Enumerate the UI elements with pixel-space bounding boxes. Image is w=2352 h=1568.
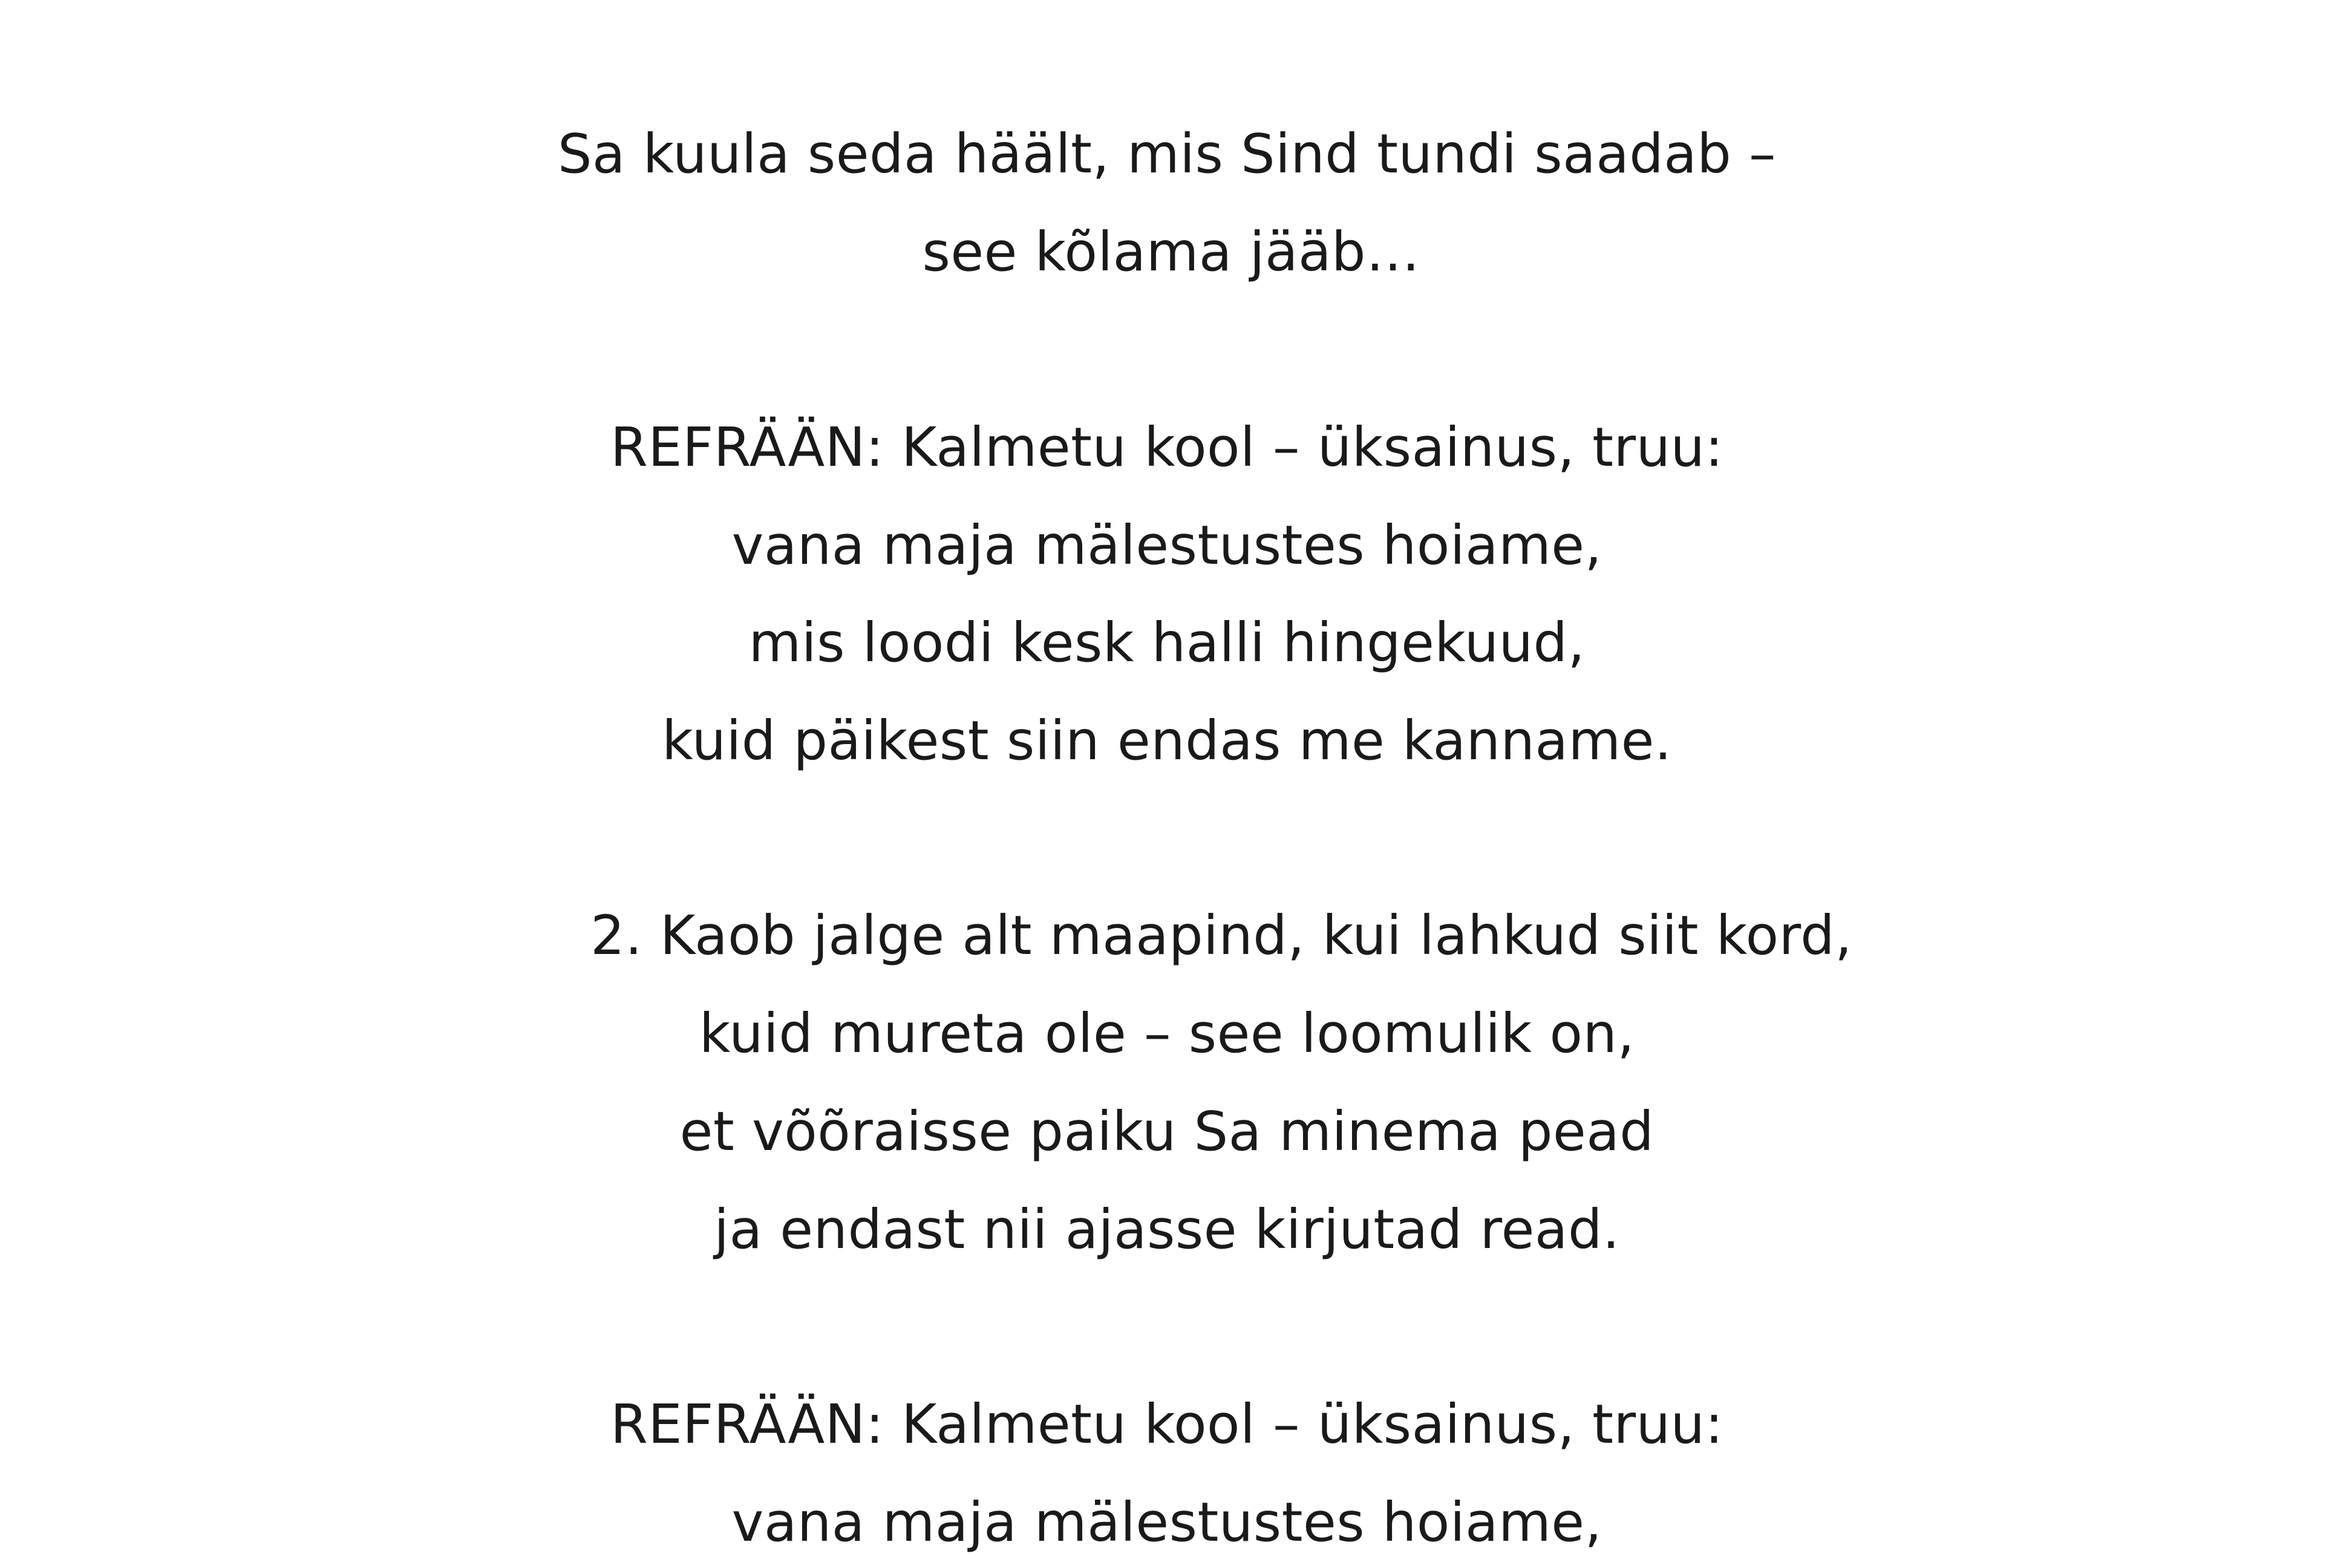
refrain-line: mis loodi kesk halli hingekuud, bbox=[748, 611, 1586, 674]
verse-line: 2. Kaob jalge alt maapind, kui lahkud siit kord, bbox=[590, 904, 1852, 967]
verse-line: ja endast nii ajasse kirjutad read. bbox=[714, 1198, 1620, 1261]
verse-line: Sa kuula seda häält, mis Sind tundi saadab – bbox=[557, 122, 1777, 185]
refrain-line: kuid päikest siin endas me kanname. bbox=[662, 709, 1672, 772]
refrain-line: vana maja mälestustes hoiame, bbox=[731, 514, 1602, 577]
verse-line: kuid mureta ole – see loomulik on, bbox=[699, 1002, 1635, 1065]
refrain-line: REFRÄÄN: Kalmetu kool – üksainus, truu: bbox=[610, 416, 1723, 479]
verse-line: see kõlama jääb… bbox=[922, 220, 1420, 283]
refrain-line: REFRÄÄN: Kalmetu kool – üksainus, truu: bbox=[610, 1393, 1723, 1455]
refrain-line: vana maja mälestustes hoiame, bbox=[731, 1491, 1602, 1553]
verse-line: et võõraisse paiku Sa minema pead bbox=[679, 1100, 1655, 1163]
